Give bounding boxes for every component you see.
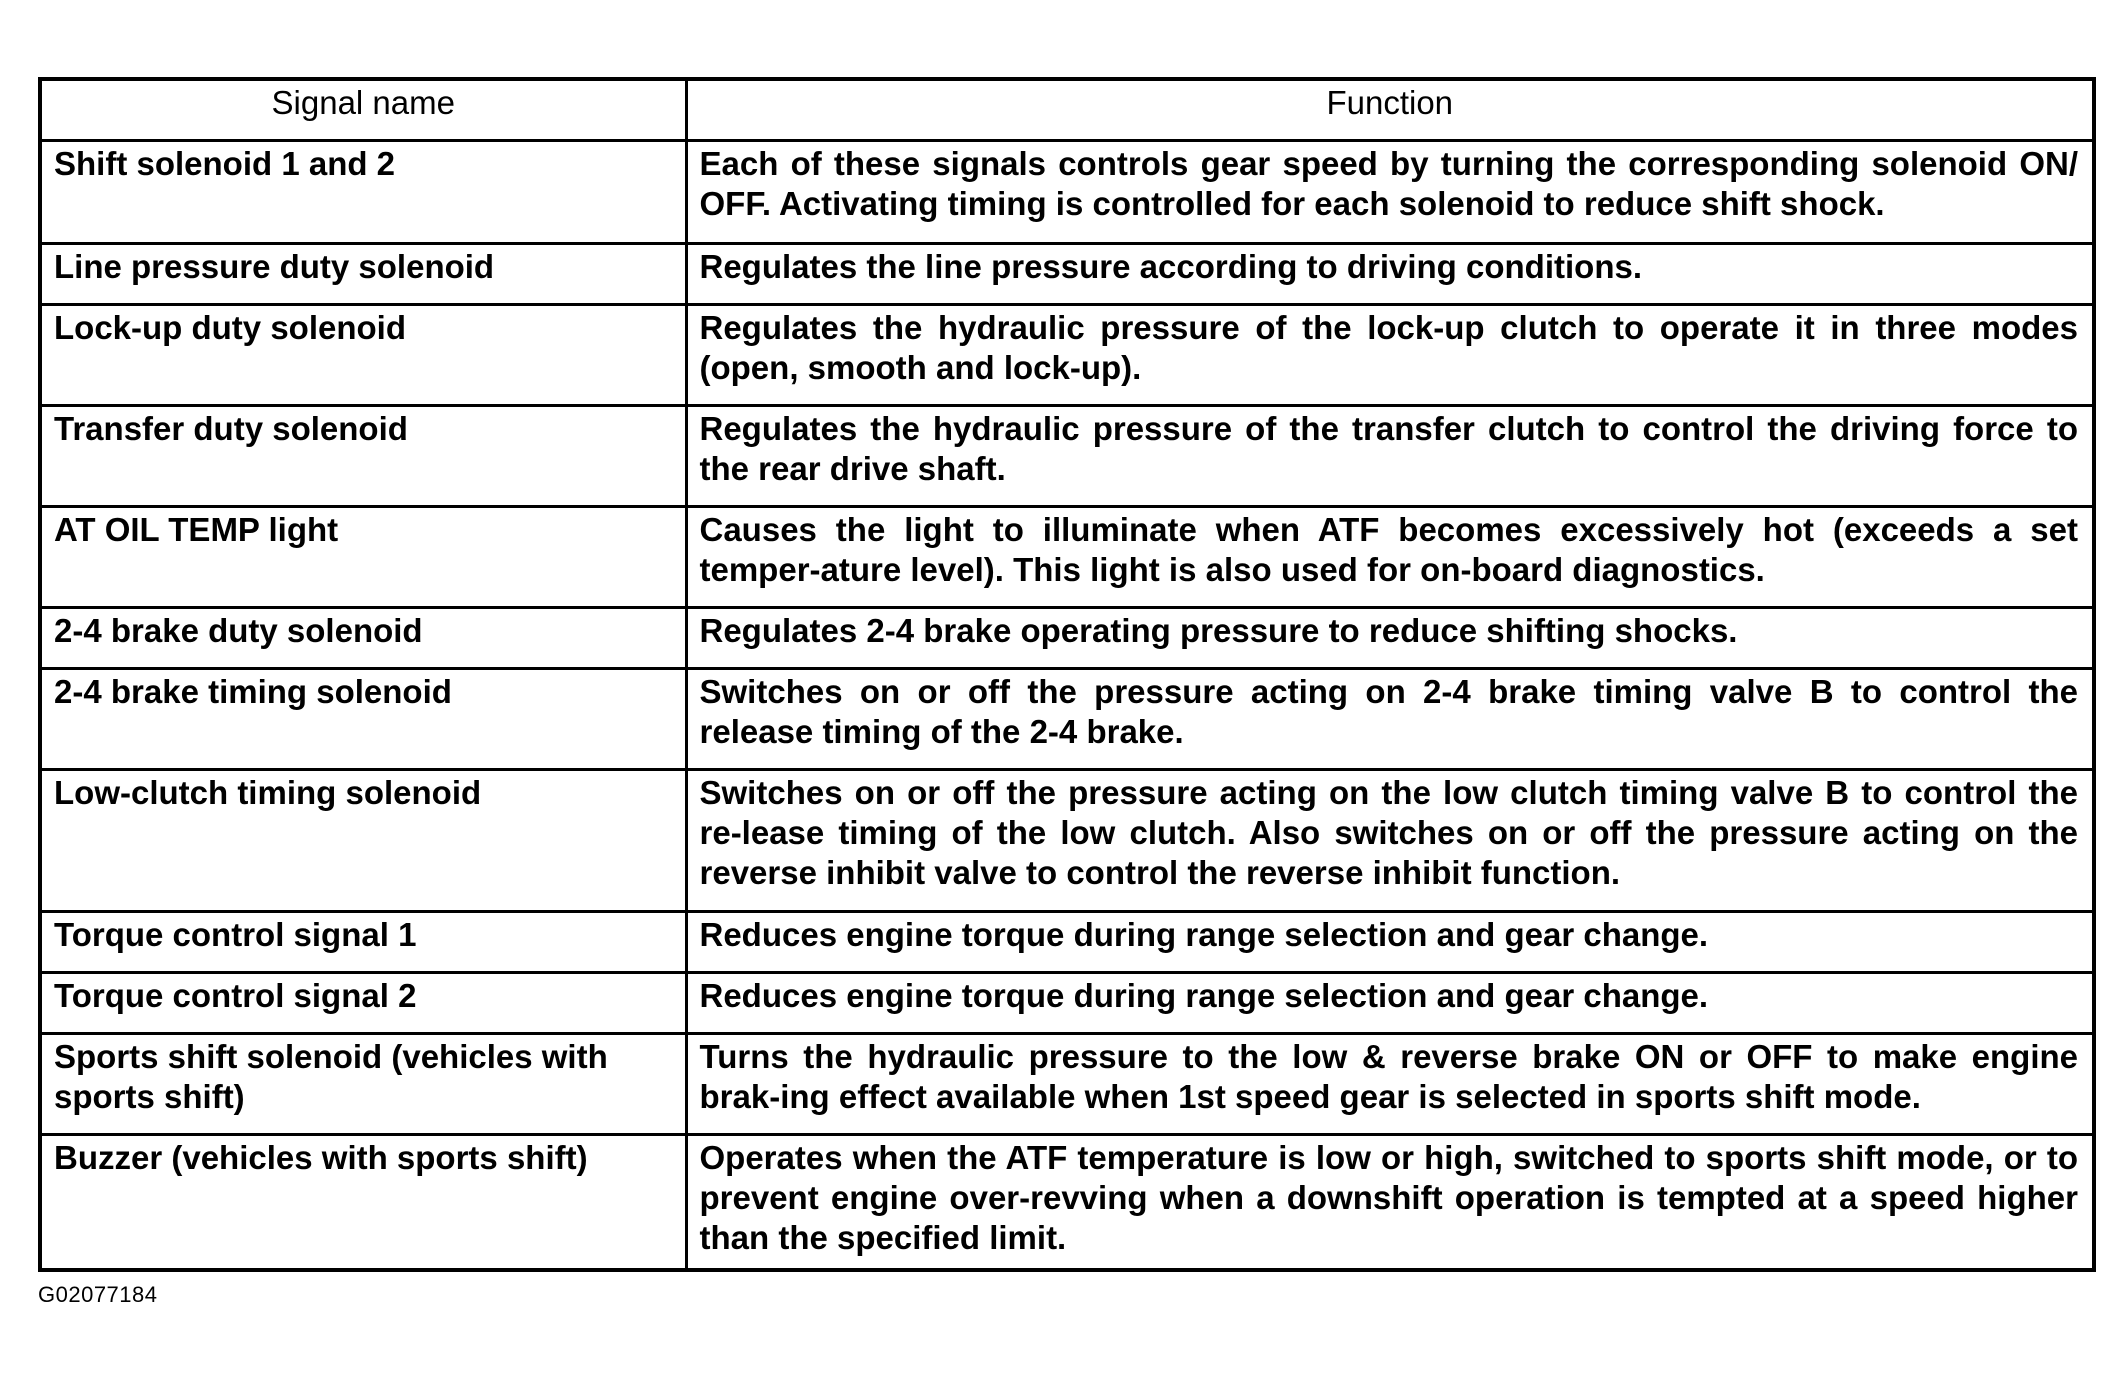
signal-name-cell: 2-4 brake timing solenoid — [40, 669, 686, 770]
table-row — [40, 669, 2094, 770]
table-row — [40, 305, 2094, 406]
function-cell: Causes the light to illuminate when ATF becomes excessively hot (exceeds a set temper-ature level). This light is also used for on-board diagnostics. — [686, 507, 2094, 608]
function-cell: Each of these signals controls gear speed by turning the corresponding solenoid ON/ OFF. Activating timing is controlled for each solenoid to reduce shift shock. — [686, 141, 2094, 244]
table-header-row — [40, 79, 2094, 141]
function-cell: Regulates the line pressure according to driving conditions. — [686, 244, 2094, 305]
signal-name-cell: Lock-up duty solenoid — [40, 305, 686, 406]
function-cell: Regulates the hydraulic pressure of the lock-up clutch to operate it in three modes (open, smooth and lock-up). — [686, 305, 2094, 406]
signal-name-cell: Line pressure duty solenoid — [40, 244, 686, 305]
header-signal-name: Signal name — [40, 79, 686, 141]
signal-name-cell: AT OIL TEMP light — [40, 507, 686, 608]
table-row — [40, 912, 2094, 973]
table-row — [40, 507, 2094, 608]
signal-function-table — [38, 77, 2096, 1272]
signal-name-cell: Buzzer (vehicles with sports shift) — [40, 1135, 686, 1270]
header-function: Function — [686, 79, 2094, 141]
table-row — [40, 973, 2094, 1034]
signal-name-cell: Sports shift solenoid (vehicles with sports shift) — [40, 1034, 686, 1135]
table-row — [40, 1034, 2094, 1135]
signal-name-cell: Torque control signal 1 — [40, 912, 686, 973]
table-row — [40, 406, 2094, 507]
function-cell: Switches on or off the pressure acting on 2-4 brake timing valve B to control the release timing of the 2-4 brake. — [686, 669, 2094, 770]
function-cell: Reduces engine torque during range selection and gear change. — [686, 973, 2094, 1034]
signal-name-cell: Shift solenoid 1 and 2 — [40, 141, 686, 244]
table-row — [40, 244, 2094, 305]
signal-name-cell: Torque control signal 2 — [40, 973, 686, 1034]
function-cell: Regulates the hydraulic pressure of the transfer clutch to control the driving force to the rear drive shaft. — [686, 406, 2094, 507]
table-row — [40, 608, 2094, 669]
signal-name-cell: Low-clutch timing solenoid — [40, 770, 686, 912]
signal-name-cell: 2-4 brake duty solenoid — [40, 608, 686, 669]
table-row — [40, 141, 2094, 244]
function-cell: Switches on or off the pressure acting on the low clutch timing valve B to control the re-lease timing of the low clutch. Also switches on or off the pressure acting on the reverse inhibit valve to control the reverse inhibit function. — [686, 770, 2094, 912]
table-row — [40, 770, 2094, 912]
function-cell: Regulates 2-4 brake operating pressure to reduce shifting shocks. — [686, 608, 2094, 669]
figure-code: G02077184 — [38, 1282, 158, 1307]
signal-name-cell: Transfer duty solenoid — [40, 406, 686, 507]
table-row — [40, 1135, 2094, 1270]
function-cell: Turns the hydraulic pressure to the low & reverse brake ON or OFF to make engine brak-ing effect available when 1st speed gear is selected in sports shift mode. — [686, 1034, 2094, 1135]
function-cell: Reduces engine torque during range selection and gear change. — [686, 912, 2094, 973]
function-cell: Operates when the ATF temperature is low or high, switched to sports shift mode, or to prevent engine over-revving when a downshift operation is tempted at a speed higher than the specified limit. — [686, 1135, 2094, 1270]
